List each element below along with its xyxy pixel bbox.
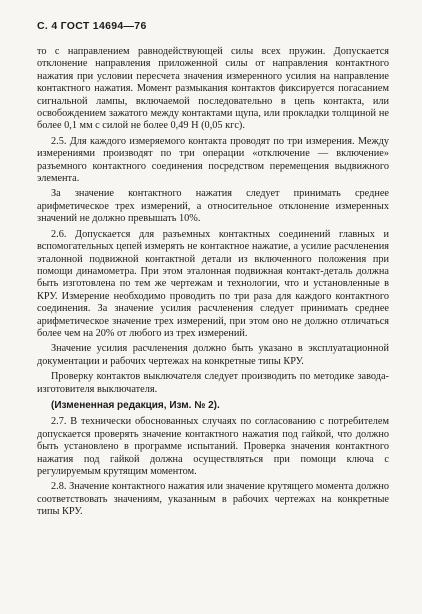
document-body — [37, 46, 389, 519]
paragraph-2-6: 2.6. Допускается для разъемных контактных соединений главных и вспомогательных цепей измерять не контактное нажатие, а усилие расчленения эталонной подвижной контактной детали из включенного положения при помощи динамометра. При этом эталонная подвижная контакт-деталь должна быть изготовлена по тем же чертежам и технологии, что и установленные в КРУ. Измерение необходимо проводить по три раза для каждого контактного соединения. За значение усилия расчленения следует принимать среднее арифметическое значение трех измерений, при этом оно не должно отличаться более чем на 20% от любого из трех измерений. — [37, 228, 389, 339]
amendment-note: (Измененная редакция, Изм. № 2). — [51, 399, 220, 411]
paragraph-average-value: За значение контактного нажатия следует принимать среднее арифметическое трех измерений, а относительное отклонение измеренных значений не должно превышать 10%. — [37, 188, 389, 225]
paragraph-breaker-check: Проверку контактов выключателя следует производить по методике завода-изготовителя выключателя. — [37, 371, 389, 395]
paragraph-continuation: то с направлением равнодействующей силы всех пружин. Допускается отклонение направления приложенной силы от направления контактного нажатия при условии пересчета значения измеренного усилия на направление контактного нажатия. Момент размыкания контактов фиксируется погасанием сигнальной лампы, включаемой последовательно в цепь контакта, или освобождением зажатого между контактами щупа, или прокладки толщиной не более 0,1 мм с силой не более 0,49 Н (0,05 кгс). — [37, 46, 389, 132]
paragraph-2-5: 2.5. Для каждого измеряемого контакта проводят по три измерения. Между измерениями производят по три операции «отключение — включение» разъемного контактного соединения посредством перемещения выдвижного элемента. — [37, 135, 389, 185]
paragraph-2-8: 2.8. Значение контактного нажатия или значение крутящего момента должно соответствовать значениям, указанным в рабочих чертежах на конкретные типы КРУ. — [37, 481, 389, 518]
page-header: С. 4 ГОСТ 14694—76 — [37, 20, 147, 32]
paragraph-2-7: 2.7. В технически обоснованных случаях по согласованию с потребителем допускается проверять значение контактного нажатия под гайкой, что должно быть установлено в программе испытаний. Проверка значения контактного нажатия под гайкой должна осуществляться при помощи ключа с регулируемым крутящим моментом. — [37, 416, 389, 477]
paragraph-documentation: Значение усилия расчленения должно быть указано в эксплуатационной документации и рабочих чертежах на конкретные типы КРУ. — [37, 343, 389, 367]
